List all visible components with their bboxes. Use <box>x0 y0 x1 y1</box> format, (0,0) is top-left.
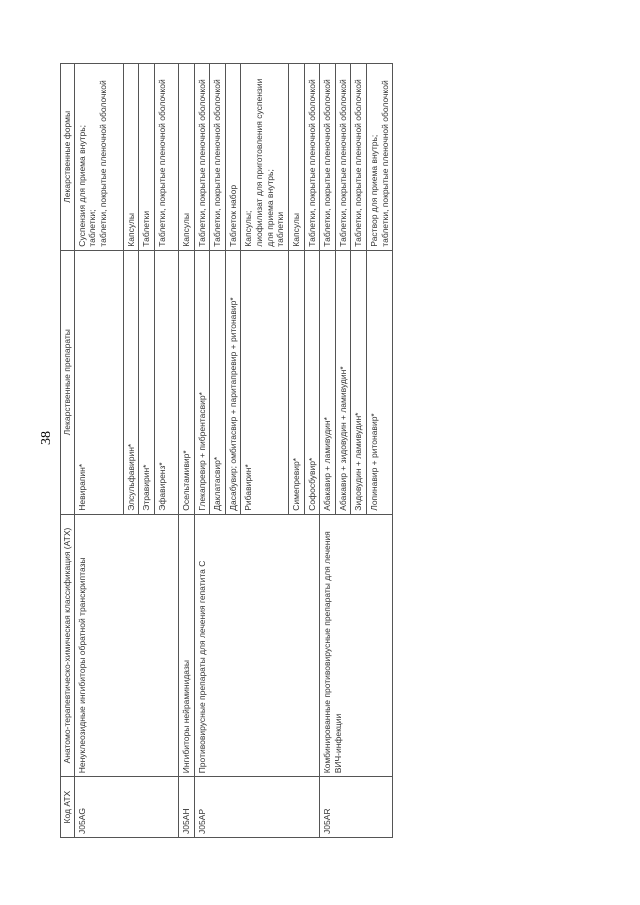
drug-cell: Зидовудин + ламивудин* <box>351 250 367 514</box>
table-row <box>194 64 210 838</box>
forms-cell: Таблетки, покрытые пленочной оболочкой <box>320 64 336 251</box>
forms-cell: Таблетки <box>139 64 155 251</box>
table-header-row <box>61 64 75 838</box>
header-forms: Лекарственные формы <box>61 64 75 251</box>
header-code: Код АТХ <box>61 777 75 838</box>
drug-cell: Лопинавир + ритонавир* <box>367 250 393 514</box>
drug-cell: Абакавир + зидовудин + ламивудин* <box>335 250 351 514</box>
table-row <box>178 64 194 838</box>
drug-cell: Невирапин* <box>74 250 123 514</box>
form-line: Раствор для приема внутрь; <box>369 134 379 247</box>
forms-cell: Таблетки, покрытые пленочной оболочкой <box>351 64 367 251</box>
document-table-container <box>60 63 570 838</box>
forms-cell: Таблеток набор <box>225 64 241 251</box>
forms-cell: Таблетки, покрытые пленочной оболочкой <box>210 64 226 251</box>
classification-cell: Ингибиторы нейраминидазы <box>178 514 194 777</box>
classification-cell: Комбинированные противовирусные препараты для лечения ВИЧ-инфекции <box>320 514 393 777</box>
forms-cell <box>74 64 123 251</box>
forms-cell: Таблетки, покрытые пленочной оболочкой <box>304 64 320 251</box>
drug-cell: Софосбувир* <box>304 250 320 514</box>
form-line: таблетки <box>275 211 286 247</box>
drug-table <box>60 63 393 838</box>
drug-cell: Эфавиренз* <box>154 250 178 514</box>
table-row <box>320 64 336 838</box>
form-line: лиофилизат для приготовления суспензии для приема внутрь; <box>254 78 275 247</box>
forms-cell: Таблетки, покрытые пленочной оболочкой <box>335 64 351 251</box>
forms-cell: Таблетки, покрытые пленочной оболочкой <box>194 64 210 251</box>
forms-cell: Таблетки, покрытые пленочной оболочкой <box>154 64 178 251</box>
form-line: таблетки, покрытые пленочной оболочкой <box>379 80 390 247</box>
drug-cell: Элсульфавирин* <box>123 250 139 514</box>
forms-cell: Капсулы <box>288 64 304 251</box>
forms-cell: Капсулы <box>123 64 139 251</box>
header-classification: Анатомо-терапевтическо-химическая классификация (АТХ) <box>61 514 75 777</box>
drug-cell: Осельтамивир* <box>178 250 194 514</box>
drug-cell: Дасабувир; омбитасвир + паритапревир + ритонавир* <box>225 250 241 514</box>
drug-cell: Этравирин* <box>139 250 155 514</box>
form-line: Капсулы; <box>243 210 254 247</box>
classification-cell: Ненуклеозидные ингибиторы обратной транскриптазы <box>74 514 178 777</box>
drug-cell: Даклатасвир* <box>210 250 226 514</box>
form-line: таблетки, покрытые пленочной оболочкой <box>97 80 108 247</box>
atc-code-cell: J05AH <box>178 777 194 838</box>
header-drugs: Лекарственные препараты <box>61 250 75 514</box>
form-line: Суспензия для приема внутрь; <box>76 125 87 247</box>
form-line: таблетки; <box>87 209 98 247</box>
page-number: 38 <box>39 431 54 445</box>
forms-cell: Капсулы <box>178 64 194 251</box>
atc-code-cell: J05AP <box>194 777 320 838</box>
table-row <box>74 64 123 838</box>
forms-cell <box>241 64 289 251</box>
drug-cell: Абакавир + ламивудин* <box>320 250 336 514</box>
forms-cell <box>367 64 393 251</box>
drug-cell: Рибавирин* <box>241 250 289 514</box>
drug-cell: Симепревир* <box>288 250 304 514</box>
classification-cell: Противовирусные препараты для лечения гепатита С <box>194 514 320 777</box>
atc-code-cell: J05AG <box>74 777 178 838</box>
drug-cell: Глекапревир + пибрентасвир* <box>194 250 210 514</box>
atc-code-cell: J05AR <box>320 777 393 838</box>
